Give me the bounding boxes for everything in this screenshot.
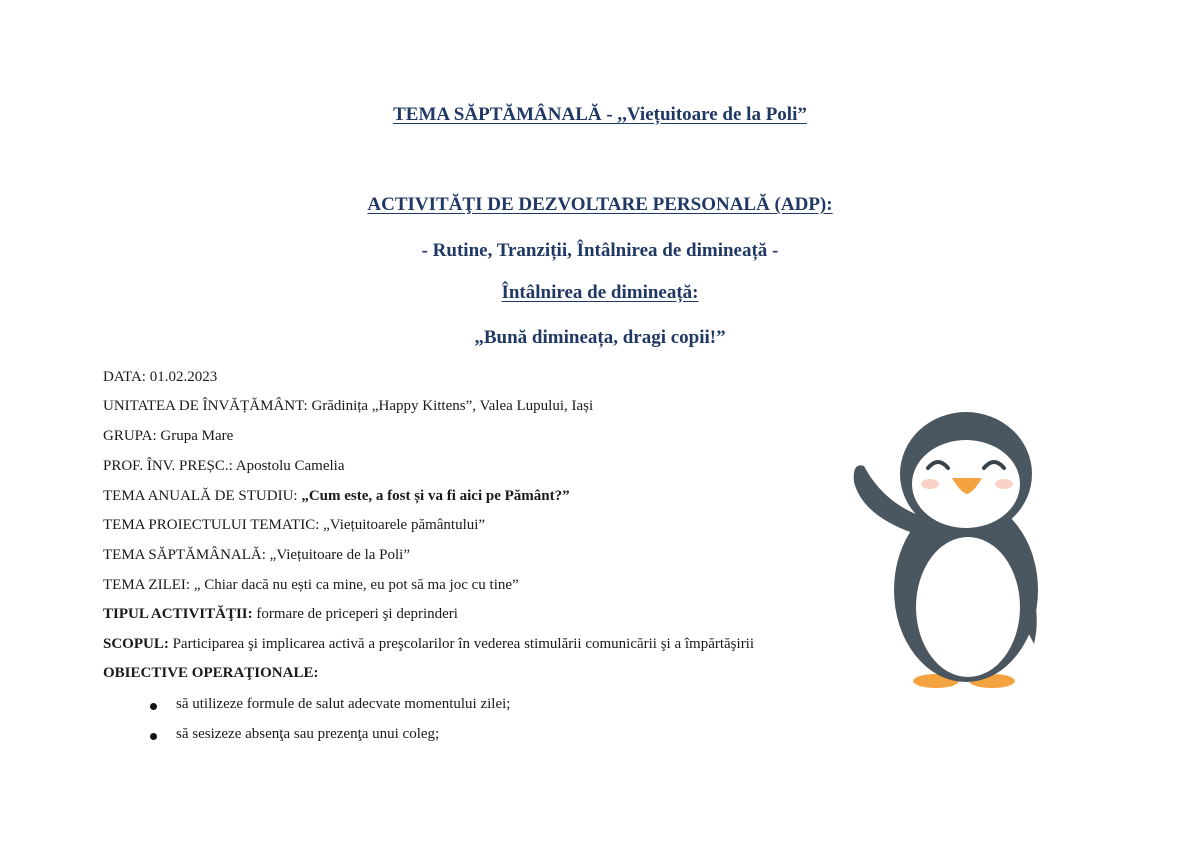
weekly-theme-heading: TEMA SĂPTĂMÂNALĂ - ,,Viețuitoare de la Poli” [393,104,807,125]
activities-heading: ACTIVITĂŢI DE DEZVOLTARE PERSONALĂ (ADP): [367,194,833,215]
bullet-icon [150,703,157,710]
activity-type-line [103,606,458,623]
document-page: TEMA SĂPTĂMÂNALĂ - ,,Viețuitoare de la Poli” ACTIVITĂŢI DE DEZVOLTARE PERSONALĂ (ADP): - Rutine, Tranziții, Întâlnirea de dimineață - Întâlnirea de dimineață: „Bună dimineața, dragi copii!” DATA: 01.02.2023 UNITATEA DE ÎNVĂȚĂMÂNT: Grădinița „Happy Kittens”, Valea Lupului, Iași GRUPA: Grupa Mare PROF. ÎNV. PREȘC.: Apostolu Camelia TEMA ANUALĂ DE STUDIU: „Cum este, a fost și va fi aici pe Pământ?” TEMA PROIECTULUI TEMATIC: „Viețuitoarele pământului” TEMA SĂPTĂMÂNALĂ: „Viețuitoare de la Poli” TEMA ZILEI: „ Chiar dacă nu ești ca mine, eu pot să ma joc cu tine” TIPUL ACTIVITĂŢII: formare de priceperi şi deprinderi SCOPUL: Participarea şi implicarea activă a preşcolarilor în vederea stimulării comunicării şi a împărtăşirii OBIECTIVE OPERAŢIONALE: să utilizeze formule de salut adecvate momentului zilei; să sesizeze absenţa sau prezenţa unui coleg; [0,0,1200,848]
annual-theme-label: TEMA ANUALĂ DE STUDIU: [103,488,302,504]
teacher-line: PROF. ÎNV. PREȘC.: Apostolu Camelia [103,458,345,474]
date-line: DATA: 01.02.2023 [103,369,218,385]
annual-theme-value: „Cum este, a fost și va fi aici pe Pământ?” [301,488,570,504]
activity-type-label: TIPUL ACTIVITĂŢII: [103,606,253,622]
greeting-heading: „Bună dimineața, dragi copii!” [474,327,726,348]
purpose-value: Participarea şi implicarea activă a preşcolarilor în vederea stimulării comunicării şi a împărtăşirii [168,636,755,652]
objectives-heading: OBIECTIVE OPERAŢIONALE: [103,665,319,681]
weekly-theme-line: TEMA SĂPTĂMÂNALĂ: „Viețuitoare de la Poli” [103,547,410,563]
penguin-waving-icon [848,392,1048,692]
purpose-label: SCOPUL: [103,636,169,652]
purpose-line [103,636,815,653]
group-line: GRUPA: Grupa Mare [103,428,234,444]
annual-theme-line [103,488,570,505]
routines-subtitle: - Rutine, Tranziții, Întâlnirea de dimineață - [421,240,779,261]
activity-type-value: formare de priceperi şi deprinderi [252,606,458,622]
morning-meeting-heading: Întâlnirea de dimineață: [501,282,699,303]
bullet-icon [150,733,157,740]
project-theme-line: TEMA PROIECTULUI TEMATIC: „Viețuitoarele pământului” [103,517,486,533]
unit-line: UNITATEA DE ÎNVĂȚĂMÂNT: Grădinița „Happy Kittens”, Valea Lupului, Iași [103,398,594,414]
daily-theme-line: TEMA ZILEI: „ Chiar dacă nu ești ca mine, eu pot să ma joc cu tine” [103,577,519,593]
